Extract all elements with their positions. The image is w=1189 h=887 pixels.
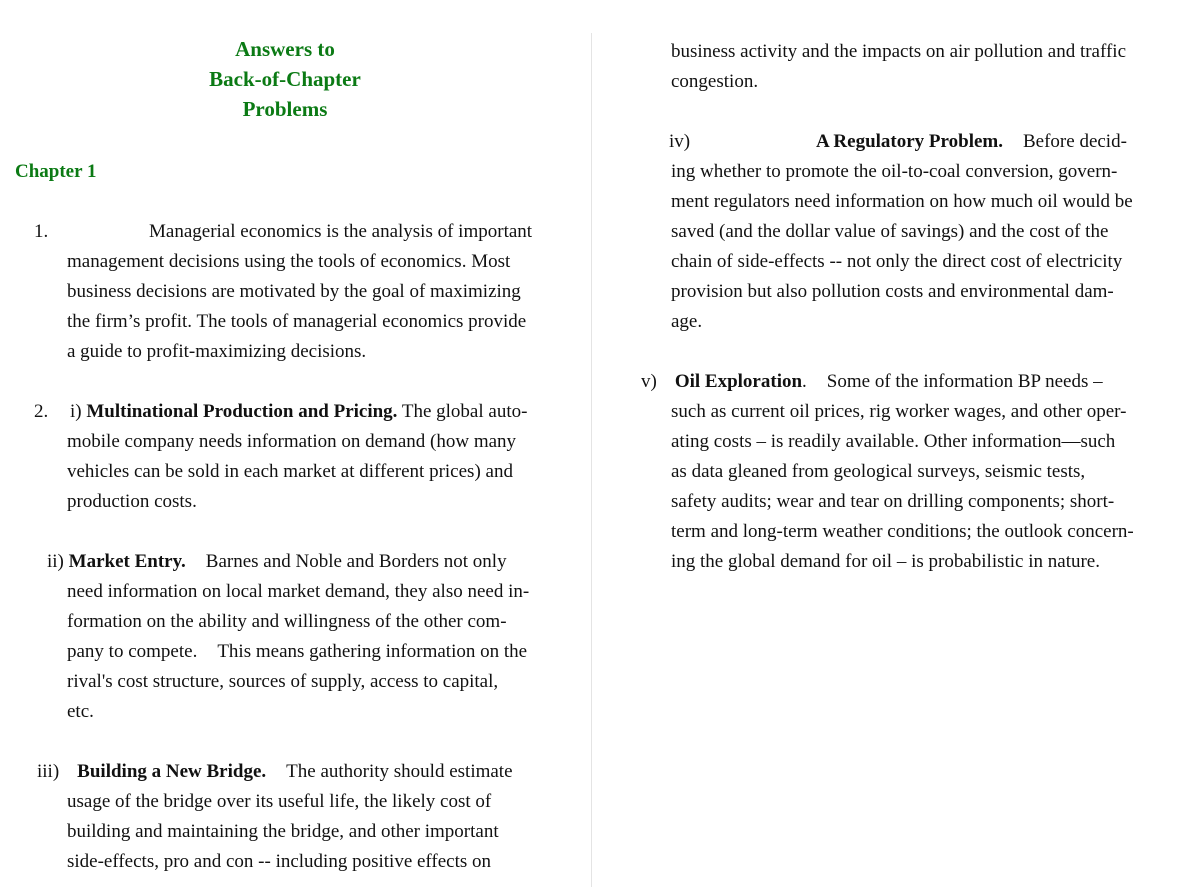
answer-2iii-label: iii)	[37, 761, 60, 782]
answer-2i-heading: Multinational Production and Pricing.	[86, 401, 398, 422]
answer-2ii-line: pany to compete.	[67, 641, 198, 662]
answer-2v-first: Some of the information BP needs –	[826, 371, 1103, 392]
answer-1-line: business decisions are motivated by the goal of maximizing	[67, 281, 521, 302]
left-column	[0, 0, 592, 887]
answer-2v-line: ing the global demand for oil – is probabilistic in nature.	[671, 551, 1100, 572]
answer-1-number: 1.	[34, 221, 49, 242]
answer-2ii-first-line	[47, 547, 507, 577]
answer-2iv-line: ing whether to promote the oil-to-coal conversion, govern-	[671, 161, 1118, 182]
title-line-2: Back-of-Chapter	[209, 67, 361, 91]
answer-2i-line: mobile company needs information on demand (how many	[67, 431, 517, 452]
answer-2iii-line: business activity and the impacts on air pollution and traffic	[671, 41, 1127, 62]
answer-2ii-label: ii)	[47, 551, 64, 572]
answer-1-line: a guide to profit-maximizing decisions.	[67, 341, 367, 362]
answer-2iv-line: ment regulators need information on how much oil would be	[671, 191, 1133, 212]
answer-2iv-heading: A Regulatory Problem.	[816, 131, 1003, 152]
answer-2v-first-line	[641, 367, 1103, 397]
answer-2ii-heading: Market Entry.	[68, 551, 186, 572]
page-title	[0, 34, 570, 124]
chapter-heading: Chapter 1	[15, 161, 97, 182]
answer-2iii-heading: Building a New Bridge.	[77, 761, 267, 782]
answer-2v-line: safety audits; wear and tear on drilling components; short-	[671, 491, 1115, 512]
answer-2v-line: as data gleaned from geological surveys, seismic tests,	[671, 461, 1086, 482]
answer-2i-first-line	[70, 397, 527, 427]
right-column	[592, 0, 1189, 887]
answer-2iv-first: Before decid-	[1023, 131, 1127, 152]
answer-2iv-line: saved (and the dollar value of savings) and the cost of the	[671, 221, 1109, 242]
answer-2v-line: term and long-term weather conditions; the outlook concern-	[671, 521, 1134, 542]
answer-1-line: Managerial economics is the analysis of important	[149, 221, 533, 242]
answer-2v-line: such as current oil prices, rig worker wages, and other oper-	[671, 401, 1127, 422]
answer-2v-line: ating costs – is readily available. Other information—such	[671, 431, 1116, 452]
answer-2iv-line: age.	[671, 311, 703, 332]
answer-2iv-line: provision but also pollution costs and environmental dam-	[671, 281, 1114, 302]
answer-1-line: management decisions using the tools of economics. Most	[67, 251, 511, 272]
answer-2ii-line-a	[67, 637, 527, 667]
answer-2i-first: The global auto-	[401, 401, 528, 422]
answer-2iv-label: iv)	[669, 131, 691, 152]
answer-2v-label: v)	[641, 371, 657, 392]
answer-2ii-line: rival's cost structure, sources of supply, access to capital,	[67, 671, 499, 692]
answer-2iii-line: usage of the bridge over its useful life, the likely cost of	[67, 791, 492, 812]
answer-2iii-first: The authority should estimate	[286, 761, 513, 782]
answer-2ii-line: etc.	[67, 701, 94, 722]
answer-2iii-line: building and maintaining the bridge, and other important	[67, 821, 499, 842]
answer-2i-line: production costs.	[67, 491, 197, 512]
title-line-3: Problems	[242, 97, 328, 121]
answer-1-line: the firm’s profit. The tools of managerial economics provide	[67, 311, 527, 332]
answer-2i-label: i)	[70, 401, 82, 422]
answer-2ii-line: This means gathering information on the	[217, 641, 528, 662]
answer-2v-heading: Oil Exploration	[674, 371, 803, 392]
title-line-1: Answers to	[235, 37, 335, 61]
answer-2iii-line: side-effects, pro and con -- including positive effects on	[67, 851, 492, 872]
answer-2iii-first-line	[37, 757, 513, 787]
answer-2ii-line: need information on local market demand, they also need in-	[67, 581, 530, 602]
answer-2v-heading-punct: .	[802, 371, 807, 392]
answer-2iv-first-line	[816, 127, 1127, 157]
answer-2iv-line: chain of side-effects -- not only the direct cost of electricity	[671, 251, 1123, 272]
answer-2i-line: vehicles can be sold in each market at different prices) and	[67, 461, 513, 482]
answer-2ii-first: Barnes and Noble and Borders not only	[205, 551, 507, 572]
answer-2iii-line: congestion.	[671, 71, 759, 92]
answer-2ii-line: formation on the ability and willingness of the other com-	[67, 611, 507, 632]
answer-2-number: 2.	[34, 401, 49, 422]
